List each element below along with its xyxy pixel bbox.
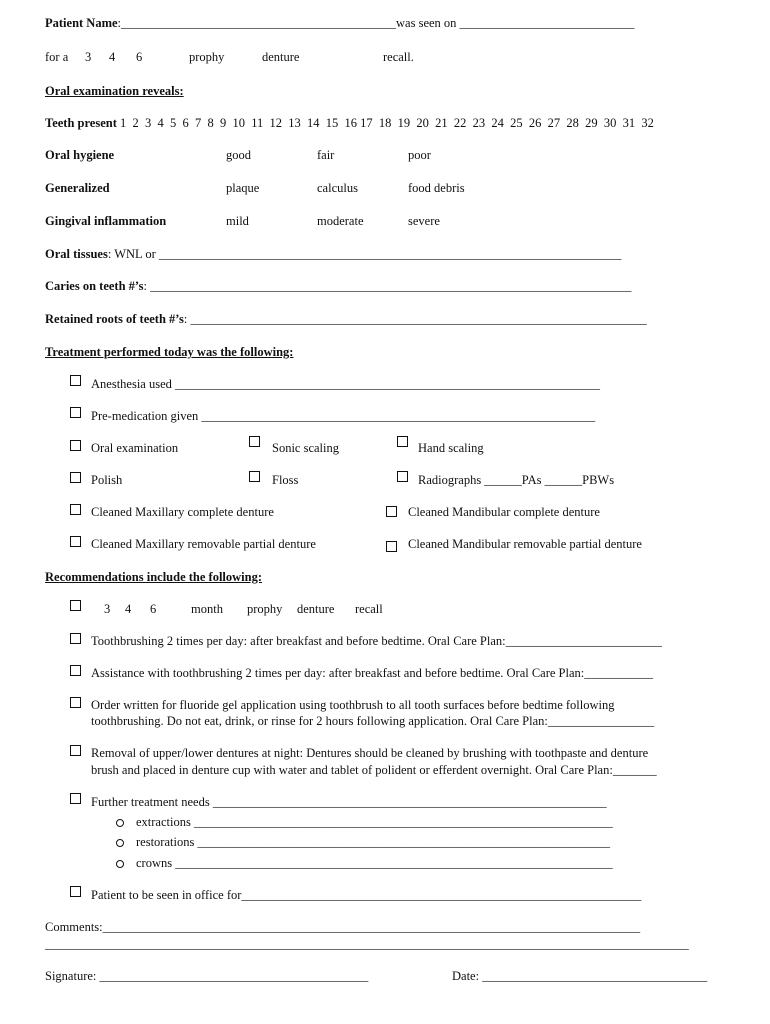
gingival-moderate[interactable]: moderate	[317, 214, 364, 228]
premed-checkbox[interactable]	[70, 407, 81, 418]
mand-partial-label: Cleaned Mandibular removable partial denture	[408, 537, 642, 551]
generalized-calculus[interactable]: calculus	[317, 181, 358, 195]
floss-checkbox[interactable]	[249, 471, 260, 482]
oral-exam-label: Oral examination	[91, 441, 179, 455]
toothbrushing-checkbox[interactable]	[70, 633, 81, 644]
further-treatment-checkbox[interactable]	[70, 793, 81, 804]
recall-month-6[interactable]: 6	[150, 602, 157, 616]
teeth-numbers[interactable]: 1 2 3 4 5 6 7 8 9 10 11 12 13 14 15 16 17 18 19 20 21 22 23 24 25 26 27 28 29 30 31 32	[120, 116, 654, 130]
generalized-label: Generalized	[45, 181, 110, 195]
denture-removal-checkbox[interactable]	[70, 745, 81, 756]
recall-recall[interactable]: recall	[355, 602, 383, 616]
fluoride-text-line1: Order written for fluoride gel application using toothbrush to all tooth surfaces before bedtime following	[91, 698, 615, 712]
hygiene-good[interactable]: good	[226, 148, 251, 162]
month-option-4[interactable]: 4	[109, 50, 116, 64]
denture-removal-line2[interactable]: brush and placed in denture cup with water and tablet of polident or efferdent overnight. Oral Care Plan:_______	[91, 763, 657, 777]
assistance-checkbox[interactable]	[70, 665, 81, 676]
max-partial-checkbox[interactable]	[70, 536, 81, 547]
seen-office-checkbox[interactable]	[70, 886, 81, 897]
hygiene-poor[interactable]: poor	[408, 148, 431, 162]
generalized-plaque[interactable]: plaque	[226, 181, 260, 195]
generalized-food-debris[interactable]: food debris	[408, 181, 465, 195]
seen-on-field[interactable]: was seen on ____________________________	[396, 16, 635, 30]
caries-label: Caries on teeth #’s	[45, 279, 144, 293]
retained-roots-row	[45, 312, 647, 327]
hand-scaling-label: Hand scaling	[418, 441, 484, 455]
oral-tissues-row	[45, 247, 621, 262]
fluoride-text-line2[interactable]: toothbrushing. Do not eat, drink, or rinse for 2 hours following application. Oral Care Plan:_________________	[91, 714, 655, 728]
premed-field[interactable]: Pre-medication given _______________________________________________________________	[91, 409, 596, 423]
teeth-present-row	[45, 116, 654, 131]
teeth-present-label: Teeth present	[45, 116, 117, 130]
recall-prophy[interactable]: prophy	[247, 602, 283, 616]
recall-month-label: month	[191, 602, 223, 616]
treatment-heading: Treatment performed today was the following:	[45, 345, 294, 359]
recall-checkbox[interactable]	[70, 600, 81, 611]
hygiene-fair[interactable]: fair	[317, 148, 335, 162]
anesthesia-checkbox[interactable]	[70, 375, 81, 386]
comments-field[interactable]: Comments:______________________________________________________________________________________	[45, 920, 641, 934]
signature-field[interactable]: Signature: ___________________________________________	[45, 969, 369, 983]
recommendations-heading: Recommendations include the following:	[45, 570, 263, 584]
mand-complete-checkbox[interactable]	[386, 506, 397, 517]
restorations-field[interactable]: restorations __________________________________________________________________	[136, 835, 610, 849]
recall-denture[interactable]: denture	[297, 602, 335, 616]
toothbrushing-text[interactable]: Toothbrushing 2 times per day: after breakfast and before bedtime. Oral Care Plan:_________________________	[91, 634, 662, 648]
bullet-icon	[116, 860, 124, 868]
recall-option[interactable]: recall.	[383, 50, 414, 64]
max-partial-label: Cleaned Maxillary removable partial denture	[91, 537, 316, 551]
fluoride-checkbox[interactable]	[70, 697, 81, 708]
mand-complete-label: Cleaned Mandibular complete denture	[408, 505, 600, 519]
gingival-inflammation-label: Gingival inflammation	[45, 214, 167, 228]
radiographs-field[interactable]: Radiographs ______PAs ______PBWs	[418, 473, 615, 487]
oral-exam-heading: Oral examination reveals:	[45, 84, 184, 98]
sonic-scaling-checkbox[interactable]	[249, 436, 260, 447]
denture-option[interactable]: denture	[262, 50, 300, 64]
oral-hygiene-label: Oral hygiene	[45, 148, 115, 162]
bullet-icon	[116, 839, 124, 847]
denture-removal-line1: Removal of upper/lower dentures at night: Dentures should be cleaned by brushing with toothpaste and denture	[91, 746, 649, 760]
max-complete-label: Cleaned Maxillary complete denture	[91, 505, 274, 519]
gingival-severe[interactable]: severe	[408, 214, 440, 228]
month-option-6[interactable]: 6	[136, 50, 143, 64]
retained-roots-label: Retained roots of teeth #’s	[45, 312, 184, 326]
crowns-field[interactable]: crowns ______________________________________________________________________	[136, 856, 613, 870]
seen-office-field[interactable]: Patient to be seen in office for________________________________________________________________	[91, 888, 642, 902]
radiographs-checkbox[interactable]	[397, 471, 408, 482]
bullet-icon	[116, 819, 124, 827]
caries-field[interactable]: : _____________________________________________________________________________	[143, 279, 632, 293]
extractions-field[interactable]: extractions ___________________________________________________________________	[136, 815, 613, 829]
date-field[interactable]: Date: ____________________________________	[452, 969, 708, 983]
gingival-mild[interactable]: mild	[226, 214, 249, 228]
patient-name-field[interactable]: :____________________________________________	[117, 16, 397, 30]
month-option-3[interactable]: 3	[85, 50, 92, 64]
patient-name-line	[45, 16, 635, 31]
for-a-label: for a	[45, 50, 69, 64]
recall-month-3[interactable]: 3	[104, 602, 111, 616]
caries-row	[45, 279, 631, 294]
retained-roots-field[interactable]: : _________________________________________________________________________	[183, 312, 647, 326]
floss-label: Floss	[272, 473, 299, 487]
recall-month-4[interactable]: 4	[125, 602, 132, 616]
hand-scaling-checkbox[interactable]	[397, 436, 408, 447]
assistance-text[interactable]: Assistance with toothbrushing 2 times per day: after breakfast and before bedtime. Oral Care Plan:___________	[91, 666, 654, 680]
patient-name-label: Patient Name	[45, 16, 118, 30]
oral-tissues-label: Oral tissues	[45, 247, 108, 261]
mand-partial-checkbox[interactable]	[386, 541, 397, 552]
anesthesia-field[interactable]: Anesthesia used ____________________________________________________________________	[91, 377, 601, 391]
comments-line2[interactable]: _______________________________________________________________________________________________________	[45, 937, 689, 951]
polish-label: Polish	[91, 473, 123, 487]
polish-checkbox[interactable]	[70, 472, 81, 483]
further-treatment-field[interactable]: Further treatment needs _______________________________________________________________	[91, 795, 607, 809]
max-complete-checkbox[interactable]	[70, 504, 81, 515]
oral-tissues-field[interactable]: : WNL or __________________________________________________________________________	[107, 247, 622, 261]
oral-exam-checkbox[interactable]	[70, 440, 81, 451]
prophy-option[interactable]: prophy	[189, 50, 225, 64]
sonic-scaling-label: Sonic scaling	[272, 441, 340, 455]
